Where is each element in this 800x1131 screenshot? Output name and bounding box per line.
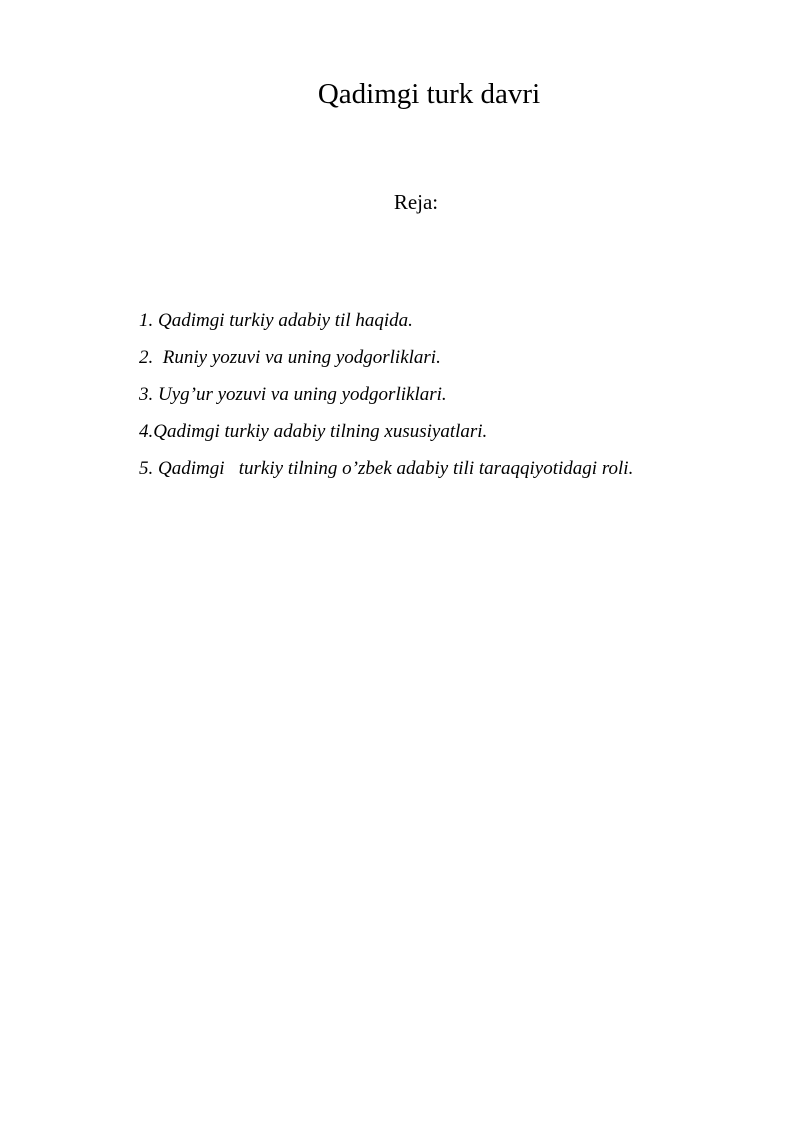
plan-item: 3. Uyg’ur yozuvi va uning yodgorliklari. bbox=[139, 384, 447, 405]
plan-item: 5. Qadimgi turkiy tilning o’zbek adabiy tili taraqqiyotidagi roli. bbox=[139, 458, 634, 479]
plan-item: 2. Runiy yozuvi va uning yodgorliklari. bbox=[139, 347, 441, 368]
document-title: Qadimgi turk davri bbox=[317, 78, 541, 110]
plan-item: 4.Qadimgi turkiy adabiy tilning xususiyatlari. bbox=[139, 421, 488, 442]
plan-heading: Reja: bbox=[393, 190, 439, 214]
plan-item: 1. Qadimgi turkiy adabiy til haqida. bbox=[139, 310, 413, 331]
plan-list bbox=[139, 302, 633, 487]
